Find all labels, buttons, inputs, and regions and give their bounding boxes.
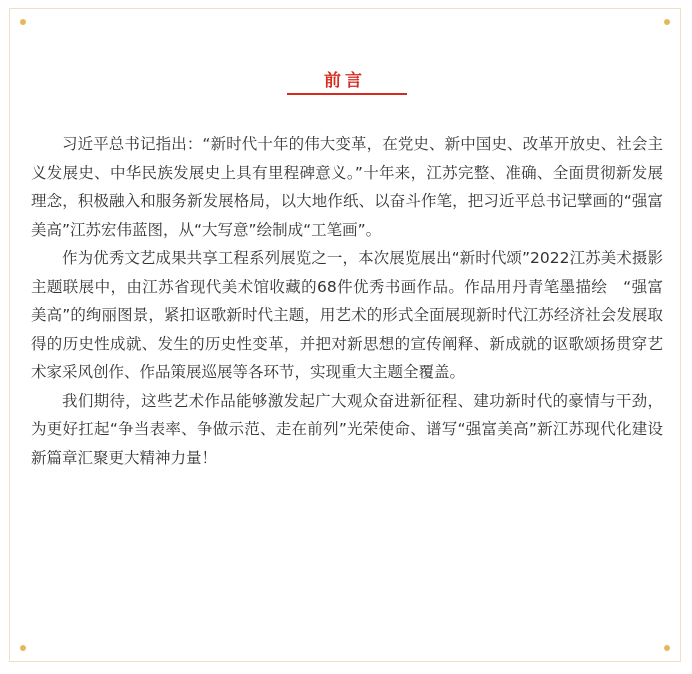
body-text	[31, 130, 663, 472]
corner-dot-bottom-right	[664, 645, 670, 651]
content-card	[9, 8, 681, 662]
corner-dot-bottom-left	[20, 645, 26, 651]
paragraph: 作为优秀文艺成果共享工程系列展览之一，本次展览展出“新时代颂”2022江苏美术摄影主题联展中，由江苏省现代美术馆收藏的68件优秀书画作品。作品用丹青笔墨描绘 “强富美高”的绚丽图景，紧扣讴歌新时代主题，用艺术的形式全面展现新时代江苏经济社会发展取得的历史性成就、发生的历史性变革，并把对新思想的宣传阐释、新成就的讴歌颂扬贯穿艺术家采风创作、作品策展巡展等各环节，实现重大主题全覆盖。	[31, 249, 663, 381]
paragraph: 习近平总书记指出：“新时代十年的伟大变革，在党史、新中国史、改革开放史、社会主义发展史、中华民族发展史上具有里程碑意义。”十年来，江苏完整、准确、全面贯彻新发展理念，积极融入和服务新发展格局，以大地作纸、以奋斗作笔，把习近平总书记擘画的“强富美高”江苏宏伟蓝图，从“大写意”绘制成“工笔画”。	[31, 135, 663, 239]
corner-dot-top-right	[664, 19, 670, 25]
page-title: 前言	[324, 71, 366, 91]
title-underline	[287, 93, 407, 95]
corner-dot-top-left	[20, 19, 26, 25]
paragraph: 我们期待，这些艺术作品能够激发起广大观众奋进新征程、建功新时代的豪情与干劲，为更好扛起“争当表率、争做示范、走在前列”光荣使命、谱写“强富美高”新江苏现代化建设新篇章汇聚更大精神力量！	[31, 391, 663, 467]
